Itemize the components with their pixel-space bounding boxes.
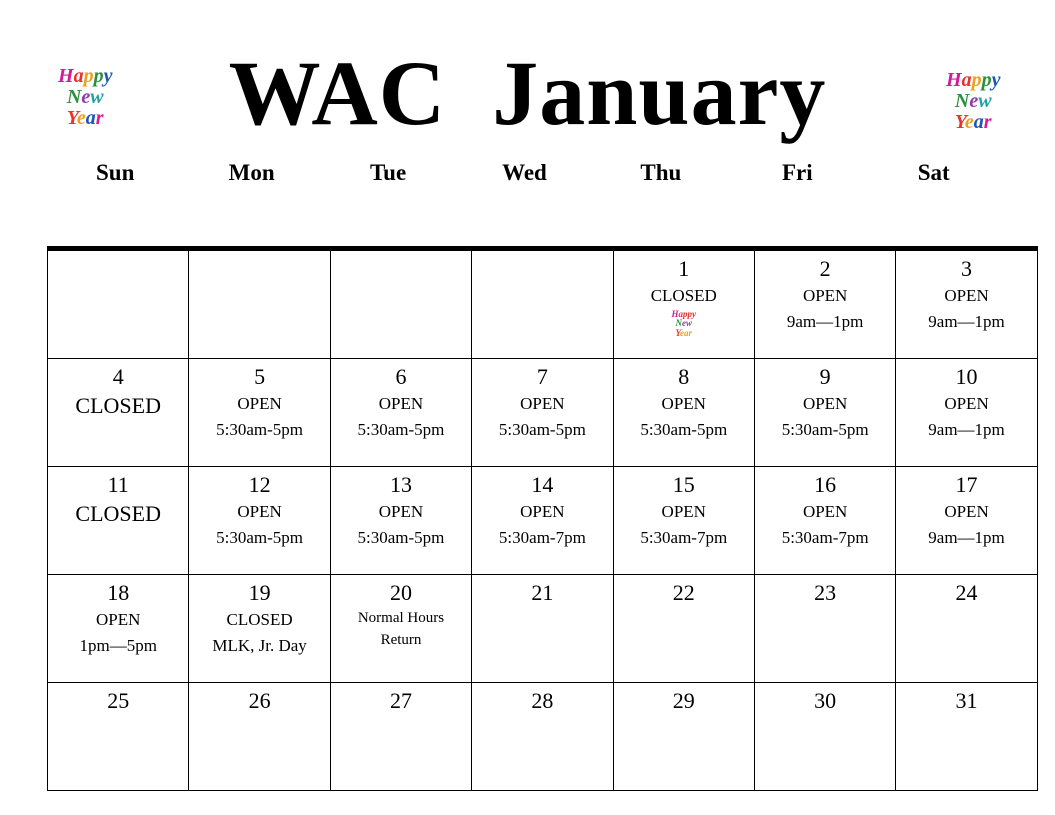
day-hours: 5:30am-7pm bbox=[640, 527, 728, 547]
day-hours: 5:30am-7pm bbox=[498, 527, 586, 547]
day-hours: 5:30am-5pm bbox=[216, 527, 304, 547]
calendar-cell[interactable] bbox=[896, 683, 1037, 791]
happy-new-year-clipart-right bbox=[946, 70, 1000, 133]
calendar-cell[interactable] bbox=[48, 683, 189, 791]
calendar-body bbox=[48, 249, 1038, 791]
day-number bbox=[474, 255, 610, 281]
calendar-cell[interactable] bbox=[48, 359, 189, 467]
day-status: OPEN bbox=[802, 393, 848, 413]
weekday-mon: Mon bbox=[228, 160, 275, 185]
day-number: 10 bbox=[955, 364, 978, 389]
calendar-cell[interactable] bbox=[48, 575, 189, 683]
day-number: 16 bbox=[814, 472, 837, 497]
clipart-line-3: Year bbox=[66, 107, 104, 129]
day-hours: 5:30am-5pm bbox=[216, 419, 304, 439]
calendar-cell[interactable] bbox=[896, 575, 1037, 683]
calendar-cell[interactable] bbox=[189, 467, 330, 575]
title-wac: WAC bbox=[228, 41, 447, 144]
day-hours: 5:30am-5pm bbox=[498, 419, 586, 439]
calendar-cell[interactable] bbox=[330, 359, 471, 467]
day-hours: 9am—1pm bbox=[786, 311, 864, 331]
day-number: 9 bbox=[819, 364, 831, 389]
day-status: OPEN bbox=[520, 501, 565, 521]
day-status: OPEN bbox=[944, 285, 989, 305]
day-number: 5 bbox=[254, 364, 266, 389]
day-number: 12 bbox=[248, 472, 271, 497]
page-title bbox=[0, 40, 1055, 145]
weekday-tue: Tue bbox=[369, 160, 407, 185]
title-month: January bbox=[492, 41, 827, 144]
day-status: CLOSED bbox=[75, 392, 161, 418]
day-status: OPEN bbox=[95, 609, 141, 629]
calendar-cell[interactable] bbox=[754, 683, 895, 791]
day-hours: 5:30am-5pm bbox=[640, 419, 728, 439]
clipart-line-3: Year bbox=[954, 111, 992, 133]
calendar-cell[interactable] bbox=[330, 467, 471, 575]
calendar-cell[interactable] bbox=[613, 249, 754, 359]
calendar-week-row bbox=[48, 249, 1038, 359]
day-status: OPEN bbox=[378, 393, 424, 413]
day-status: OPEN bbox=[378, 501, 424, 521]
calendar-cell[interactable] bbox=[48, 467, 189, 575]
calendar-cell[interactable] bbox=[613, 575, 754, 683]
day-number: 28 bbox=[531, 688, 554, 713]
calendar-cell[interactable] bbox=[613, 683, 754, 791]
happy-new-year-clipart-cell: Happy New Year bbox=[671, 308, 697, 338]
day-status: CLOSED bbox=[650, 285, 717, 305]
day-status: OPEN bbox=[944, 393, 989, 413]
calendar-week-row bbox=[48, 359, 1038, 467]
calendar-cell[interactable] bbox=[754, 575, 895, 683]
day-status: OPEN bbox=[944, 501, 989, 521]
calendar-cell[interactable] bbox=[189, 359, 330, 467]
day-status: OPEN bbox=[802, 501, 848, 521]
calendar-cell[interactable] bbox=[189, 575, 330, 683]
day-number: 15 bbox=[672, 472, 695, 497]
day-number bbox=[333, 255, 469, 281]
weekday-wed: Wed bbox=[502, 160, 547, 185]
day-number: 23 bbox=[814, 580, 837, 605]
calendar-cell[interactable] bbox=[330, 249, 471, 359]
day-number: 7 bbox=[536, 364, 548, 389]
day-number: 14 bbox=[531, 472, 554, 497]
calendar-cell[interactable] bbox=[48, 249, 189, 359]
day-number: 18 bbox=[107, 580, 130, 605]
calendar-grid bbox=[47, 246, 1038, 791]
day-hours: 5:30am-5pm bbox=[357, 419, 445, 439]
day-status: OPEN bbox=[661, 393, 706, 413]
day-number: 11 bbox=[107, 472, 129, 497]
day-number: 31 bbox=[955, 688, 978, 713]
clipart-line-1: Happy bbox=[946, 69, 1001, 91]
day-status: OPEN bbox=[661, 501, 706, 521]
day-number: 27 bbox=[389, 688, 412, 713]
calendar-cell[interactable] bbox=[613, 359, 754, 467]
calendar-week-row bbox=[48, 575, 1038, 683]
calendar-cell[interactable] bbox=[754, 249, 895, 359]
calendar-cell[interactable] bbox=[330, 683, 471, 791]
day-status: CLOSED bbox=[75, 500, 161, 526]
day-number: 24 bbox=[955, 580, 978, 605]
day-number: 2 bbox=[819, 256, 831, 281]
day-number: 8 bbox=[678, 364, 690, 389]
clipart-line-2: New bbox=[66, 86, 104, 108]
day-status: OPEN bbox=[237, 393, 282, 413]
day-number: 25 bbox=[107, 688, 130, 713]
calendar-week-row bbox=[48, 467, 1038, 575]
calendar-cell[interactable] bbox=[472, 249, 613, 359]
calendar-cell[interactable] bbox=[754, 359, 895, 467]
calendar-cell[interactable] bbox=[896, 359, 1037, 467]
day-number: 6 bbox=[395, 364, 407, 389]
calendar-week-row bbox=[48, 683, 1038, 791]
calendar-cell[interactable] bbox=[472, 467, 613, 575]
weekday-header-row bbox=[47, 160, 1002, 186]
day-number: 20 bbox=[389, 580, 412, 605]
day-number: 3 bbox=[961, 256, 973, 281]
calendar-cell[interactable] bbox=[330, 575, 471, 683]
day-hours: 9am—1pm bbox=[928, 311, 1005, 331]
calendar-cell[interactable] bbox=[189, 683, 330, 791]
calendar-cell[interactable] bbox=[472, 575, 613, 683]
calendar-cell[interactable] bbox=[754, 467, 895, 575]
calendar-cell[interactable] bbox=[613, 467, 754, 575]
day-number: 13 bbox=[389, 472, 412, 497]
day-hours: 5:30am-5pm bbox=[781, 419, 869, 439]
day-hours: MLK, Jr. Day bbox=[212, 635, 307, 655]
day-number: 17 bbox=[955, 472, 978, 497]
happy-new-year-clipart-left bbox=[58, 66, 112, 129]
calendar-cell[interactable] bbox=[472, 359, 613, 467]
calendar-cell[interactable] bbox=[189, 249, 330, 359]
weekday-fri: Fri bbox=[781, 160, 813, 185]
day-hours: 5:30am-7pm bbox=[781, 527, 869, 547]
day-status: OPEN bbox=[802, 285, 848, 305]
day-number: 26 bbox=[248, 688, 271, 713]
day-number: 19 bbox=[248, 580, 271, 605]
day-number: 21 bbox=[531, 580, 554, 605]
clipart-line-2: New bbox=[954, 90, 992, 112]
day-status: Normal Hours bbox=[357, 609, 445, 626]
weekday-sun: Sun bbox=[96, 160, 135, 185]
day-number bbox=[50, 255, 186, 281]
calendar-cell[interactable] bbox=[472, 683, 613, 791]
day-hours: 9am—1pm bbox=[928, 527, 1005, 547]
weekday-sat: Sat bbox=[917, 160, 950, 185]
day-number: 30 bbox=[814, 688, 837, 713]
day-status: CLOSED bbox=[226, 609, 293, 629]
day-status: OPEN bbox=[520, 393, 565, 413]
day-hours: 9am—1pm bbox=[928, 419, 1005, 439]
day-number: 4 bbox=[112, 364, 124, 389]
clipart-line-1: Happy bbox=[58, 65, 113, 87]
day-hours: 5:30am-5pm bbox=[357, 527, 445, 547]
day-status: OPEN bbox=[237, 501, 282, 521]
day-number: 1 bbox=[678, 256, 690, 281]
day-number: 29 bbox=[672, 688, 695, 713]
calendar-cell[interactable] bbox=[896, 467, 1037, 575]
calendar-cell[interactable] bbox=[896, 249, 1037, 359]
day-number bbox=[191, 255, 327, 281]
day-number: 22 bbox=[672, 580, 695, 605]
weekday-thu: Thu bbox=[640, 160, 682, 185]
day-hours: Return bbox=[380, 632, 422, 648]
day-hours: 1pm—5pm bbox=[79, 635, 157, 655]
